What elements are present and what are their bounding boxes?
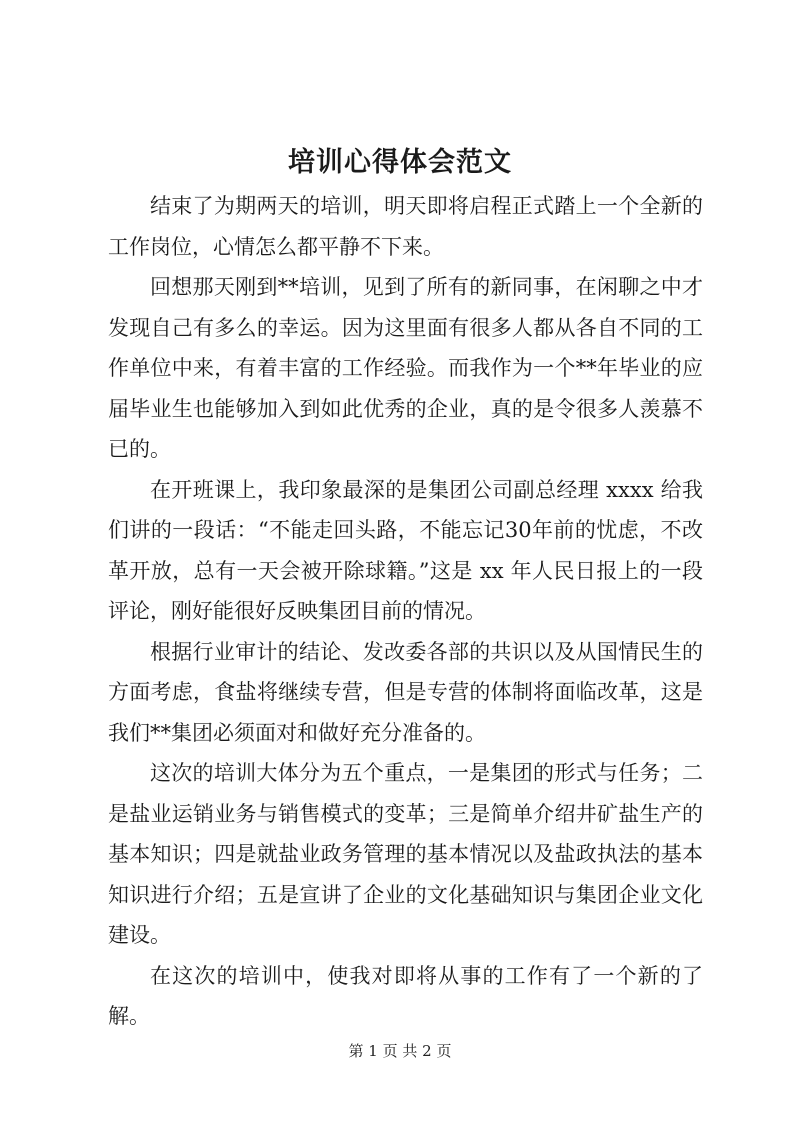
paragraph-3: 在开班课上，我印象最深的是集团公司副总经理 xxxx 给我们讲的一段话：“不能走回头路，不能忘记30年前的忧虑，不改革开放，总有一天会被开除球籍。”这是 xx 年人民日报上的一段评论，刚好能很好反映集团目前的情况。 [108, 477, 703, 623]
paragraph-5: 这次的培训大体分为五个重点，一是集团的形式与任务；二是盐业运销业务与销售模式的变革；三是简单介绍井矿盐生产的基本知识；四是就盐业政务管理的基本情况以及盐政执法的基本知识进行介绍；五是宣讲了企业的文化基础知识与集团企业文化建设。 [108, 761, 703, 947]
paragraph-4: 根据行业审计的结论、发改委各部的共识以及从国情民生的方面考虑，食盐将继续专营，但是专营的体制将面临改革，这是我们**集团必须面对和做好充分准备的。 [108, 639, 703, 745]
paragraph-2: 回想那天刚到**培训，见到了所有的新同事，在闲聊之中才发现自己有多么的幸运。因为这里面有很多人都从各自不同的工作单位中来，有着丰富的工作经验。而我作为一个**年毕业的应届毕业生也能够加入到如此优秀的企业，真的是令很多人羡慕不已的。 [108, 275, 703, 461]
document-body [108, 186, 703, 1037]
paragraph-1: 结束了为期两天的培训，明天即将启程正式踏上一个全新的工作岗位，心情怎么都平静不下来。 [108, 194, 703, 259]
page-footer: 第 1 页 共 2 页 [348, 1042, 452, 1060]
paragraph-6: 在这次的培训中，使我对即将从事的工作有了一个新的了解。 [108, 963, 703, 1028]
document-title: 培训心得体会范文 [288, 147, 512, 178]
